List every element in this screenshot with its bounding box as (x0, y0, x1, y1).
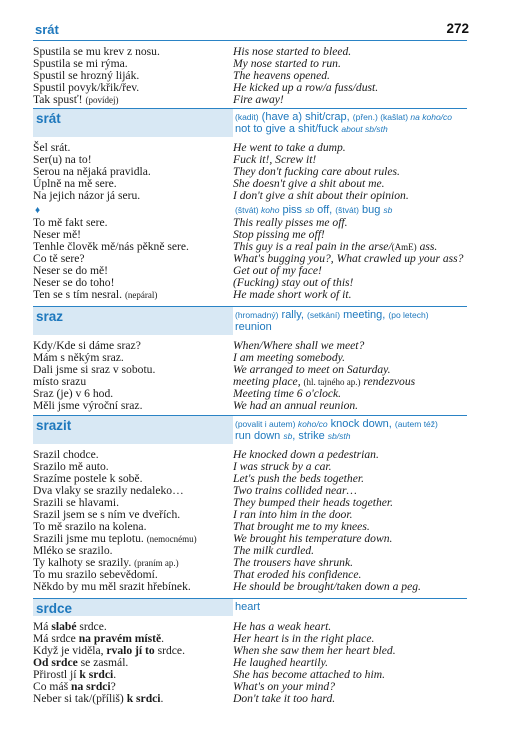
definition: heart (235, 601, 261, 613)
example-row: Spustil povyk/křik/řev. He kicked up a row/a fuss/dust. (33, 81, 379, 94)
example-row: Srazil chodce. He knocked down a pedestrian. (33, 448, 379, 461)
entry-header-sraz (33, 306, 467, 335)
examples-sraz (33, 340, 467, 412)
examples-srazit (33, 449, 467, 593)
sub-definition: (štvát) koho piss sb off, (štvát) bug sb (235, 204, 393, 216)
example-row: Mám s někým sraz. I am meeting somebody. (33, 351, 346, 364)
entry-header-srat (33, 108, 467, 137)
dictionary-page (33, 22, 467, 705)
definition: (hromadný) rally, (setkání) meeting, (po letech) reunion (235, 309, 429, 333)
headword: srát (36, 111, 61, 126)
example-row: Někdo by mu měl srazit hřebínek. He should be brought/taken down a peg. (33, 580, 421, 593)
example-row: Srazili jsme mu teplotu. (nemocnému) We brought his temperature down. (33, 532, 393, 545)
continued-examples (33, 46, 467, 106)
example-row: Úplně na mě sere. She doesn't give a shit about me. (33, 177, 385, 190)
example-row: Spustil se hrozný liják. The heavens opened. (33, 69, 330, 82)
examples-srat (33, 142, 467, 202)
example-row: Tenhle člověk mě/nás pěkně sere. This guy is a real pain in the arse/(AmE) ass. (33, 240, 438, 253)
page-header (33, 22, 467, 41)
example-row: Tak spusť! (povídej) Fire away! (33, 93, 284, 106)
page-number: 272 (446, 21, 469, 36)
example-row: Co tě sere? What's bugging you?, What crawled up your ass? (33, 252, 464, 265)
example-row: Neber si tak/(příliš) k srdci. Don't take it too hard. (33, 692, 336, 705)
example-row: To mě srazilo na kolena. That brought me to my knees. (33, 520, 370, 533)
example-row: Dva vlaky se srazily nedaleko… Two trains collided near… (33, 484, 357, 497)
example-row: Má srdce na pravém místě. Her heart is in the right place. (33, 632, 375, 645)
example-row: Kdy/Kde si dáme sraz? When/Where shall we meet? (33, 339, 365, 352)
example-row: Srazil jsem se s ním ve dveřích. I ran into him in the door. (33, 508, 353, 521)
example-row: Přirostl jí k srdci. She has become attached to him. (33, 668, 385, 681)
diamond-icon: ♦ (35, 205, 41, 216)
example-row: To mě fakt sere. This really pisses me off. (33, 216, 348, 229)
example-row: Dali jsme si sraz v sobotu. We arranged to meet on Saturday. (33, 363, 391, 376)
example-row: Na jejich názor já seru. I don't give a shit about their opinion. (33, 189, 409, 202)
example-row: To mu srazilo sebevědomí. That eroded his confidence. (33, 568, 362, 581)
headword: sraz (36, 309, 64, 324)
example-row: Srazili se hlavami. They bumped their heads together. (33, 496, 394, 509)
definition: (povalit i autem) koho/co knock down, (autem též) run down sb, strike sb/sth (235, 418, 438, 442)
example-row: Neser mě! Stop pissing me off! (33, 228, 325, 241)
example-row: Neser se do toho! (Fucking) stay out of this! (33, 276, 354, 289)
example-row: Když je viděla, rvalo jí to srdce. When she saw them her heart bled. (33, 644, 396, 657)
example-row: Ten se s tím nesral. (nepáral) He made short work of it. (33, 288, 352, 301)
example-row: Má slabé srdce. He has a weak heart. (33, 620, 332, 633)
example-row: Neser se do mě! Get out of my face! (33, 264, 322, 277)
example-row: Sraz (je) v 6 hod. Meeting time 6 o'clock. (33, 387, 342, 400)
definition: (kadit) (have a) shit/crap, (přen.) (kašlat) na koho/co not to give a shit/fuck about sb/sth (235, 111, 453, 135)
examples-srat-sub (33, 217, 467, 301)
example-row: místo srazu meeting place, (hl. tajného ap.) rendezvous (33, 375, 416, 388)
examples-srdce (33, 621, 467, 705)
example-row: Spustila se mu krev z nosu. His nose started to bleed. (33, 45, 352, 58)
entry-header-srdce (33, 598, 467, 616)
example-row: Srazíme postele k sobě. Let's push the beds together. (33, 472, 364, 485)
running-head-word: srát (35, 22, 59, 37)
example-row: Měli jsme výroční sraz. We had an annual reunion. (33, 399, 359, 412)
example-row: Spustila se mi rýma. My nose started to run. (33, 57, 341, 70)
headword: srazit (36, 418, 72, 433)
example-row: Srazilo mě auto. I was struck by a car. (33, 460, 332, 473)
example-row: Mléko se srazilo. The milk curdled. (33, 544, 315, 557)
headword: srdce (36, 601, 73, 616)
example-row: Od srdce se zasmál. He laughed heartily. (33, 656, 328, 669)
example-row: Šel srát. He went to take a dump. (33, 141, 346, 154)
example-row: Ty kalhoty se srazily. (praním ap.) The trousers have shrunk. (33, 556, 354, 569)
example-row: Serou na nějaká pravidla. They don't fucking care about rules. (33, 165, 400, 178)
entry-header-srazit (33, 415, 467, 444)
example-row: Ser(u) na to! Fuck it!, Screw it! (33, 153, 317, 166)
example-row: Co máš na srdci? What's on your mind? (33, 680, 335, 693)
